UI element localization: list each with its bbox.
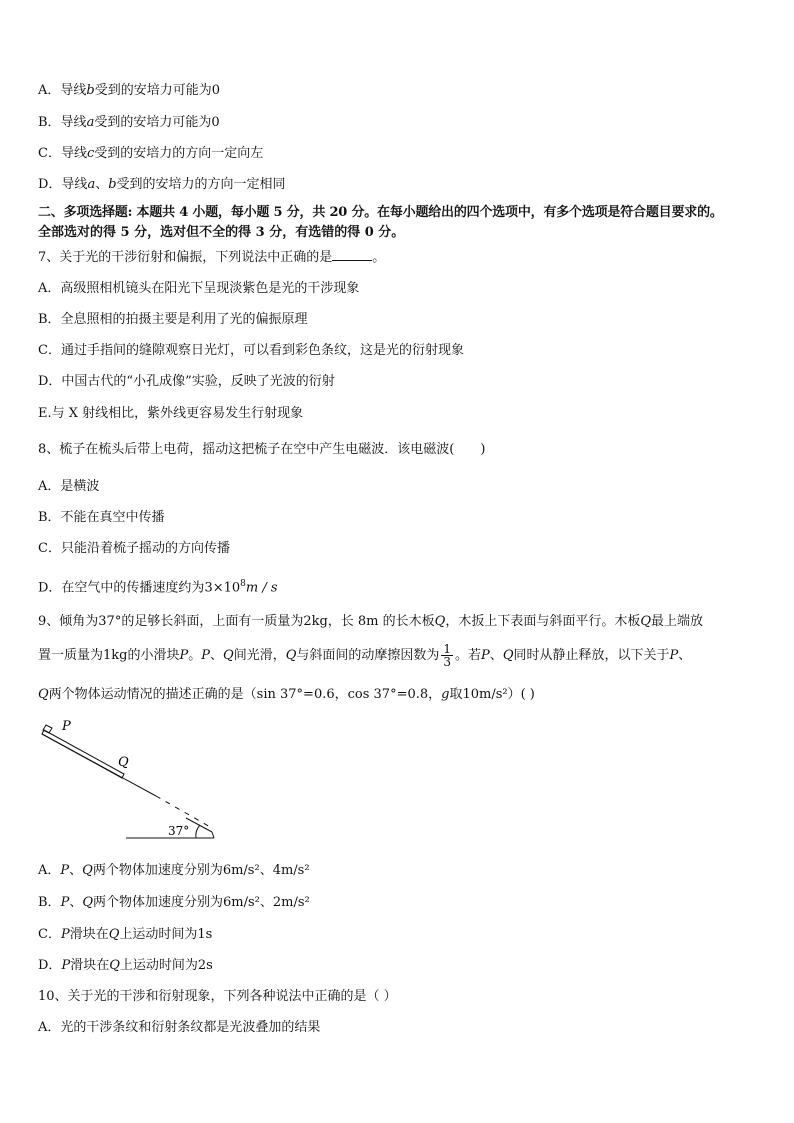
- stem-text: 同时从静止释放，以下关于: [513, 648, 670, 663]
- variable: g: [441, 687, 450, 702]
- q7-option-a: A．高级照相机镜头在阳光下呈现淡紫色是光的干涉现象: [38, 281, 360, 296]
- variable: P: [669, 648, 679, 663]
- variable: Q: [109, 958, 120, 973]
- variable: Q: [502, 648, 514, 663]
- stem-text: 。: [188, 648, 202, 663]
- variable: b: [108, 177, 117, 192]
- q6-option-c: [38, 145, 263, 163]
- q9-stem-line2: [38, 642, 691, 670]
- option-text: A．导线: [38, 83, 87, 98]
- option-text: 受到的安培力可能为0: [94, 83, 220, 98]
- stem-text: 间光滑，: [233, 648, 286, 663]
- separator: 、: [69, 863, 83, 878]
- option-text: D．导线: [38, 177, 88, 192]
- q9-stem-line1: [38, 613, 703, 631]
- stem-text: 9、倾角为37°的足够长斜面，上面有一质量为2kg，长 8m 的长木板: [38, 614, 435, 629]
- variable: Q: [640, 614, 652, 629]
- q8-option-b: B．不能在真空中传播: [38, 510, 165, 525]
- option-text: 滑块在: [70, 958, 110, 973]
- label-q: Q: [118, 755, 129, 770]
- option-text: 两个物体加速度分别为6m/s²、2m/s²: [93, 895, 310, 910]
- stem-text: 两个物体运动情况的描述正确的是（sin 37°=0.6，cos 37°=0.8，: [48, 687, 442, 702]
- q7-option-c: C．通过手指间的缝隙观察日光灯，可以看到彩色条纹，这是光的衍射现象: [38, 343, 464, 358]
- q8-option-d: [38, 575, 278, 597]
- exponent: 8: [240, 579, 246, 589]
- option-text: 两个物体加速度分别为6m/s²、4m/s²: [92, 863, 310, 878]
- q9-option-d: [38, 957, 213, 975]
- board-q: [42, 730, 124, 778]
- variable: P: [60, 927, 70, 942]
- option-text: 滑块在: [69, 927, 109, 942]
- option-text: D．在空气中的传播速度约为: [38, 580, 205, 596]
- variable: c: [86, 146, 95, 161]
- variable: P: [201, 648, 210, 663]
- variable: Q: [38, 687, 49, 702]
- option-text: 受到的安培力的方向一定相同: [116, 177, 286, 192]
- option-text: D．: [38, 958, 62, 973]
- q8-option-c: C．只能沿着梳子摇动的方向传播: [38, 541, 230, 556]
- stem-text: ，木扳上下表面与斜面平行。木板: [445, 614, 641, 629]
- option-text: C．导线: [38, 146, 87, 161]
- stem-text: 7、关于光的干涉衍射和偏振，下列说法中正确的是: [38, 250, 333, 265]
- option-text: B．: [38, 895, 61, 910]
- variable: P: [61, 958, 71, 973]
- q7-option-e: E.与 X 射线相比，紫外线更容易发生行射现象: [38, 406, 304, 421]
- variable: a: [87, 177, 96, 192]
- variable: Q: [434, 614, 446, 629]
- variable: P: [60, 895, 70, 910]
- label-p: P: [62, 719, 71, 734]
- section-heading-line2: 全部选对的得 5 分，选对但不全的得 3 分，有选错的得 0 分。: [38, 225, 405, 240]
- fraction-numerator: 1: [443, 642, 452, 656]
- stem-text: 最上端放: [651, 614, 704, 629]
- stem-text: 。若: [455, 648, 482, 663]
- variable: Q: [82, 863, 93, 878]
- value: 3×10: [204, 580, 241, 596]
- q8-option-a: A．是横波: [38, 479, 100, 494]
- q10-stem: 10、关于光的干涉和衍射现象，下列各种说法中正确的是（ ）: [38, 989, 397, 1004]
- q7-option-b: B．全息照相的拍摄主要是利用了光的偏振原理: [38, 312, 308, 327]
- stem-text: 取10m/s²）( ): [449, 687, 535, 702]
- q9-stem-line3: [38, 686, 535, 704]
- fraction-denominator: 3: [443, 655, 452, 669]
- q6-option-d: [38, 176, 286, 194]
- q6-option-a: [38, 82, 220, 100]
- variable: P: [481, 648, 490, 663]
- incline-lower: [186, 818, 212, 832]
- fraction: [441, 643, 453, 668]
- unit: m / s: [245, 580, 278, 596]
- stem-text: 、: [210, 648, 224, 663]
- option-text: 受到的安培力的方向一定向左: [94, 146, 264, 161]
- q9-option-b: [38, 894, 310, 912]
- variable: Q: [285, 648, 297, 663]
- stem-text: 、: [489, 648, 503, 663]
- stem-end: 。: [372, 250, 386, 265]
- option-text: 上运动时间为2s: [119, 958, 213, 973]
- variable: P: [60, 863, 70, 878]
- angle-arc: [196, 825, 200, 838]
- variable: P: [179, 648, 189, 663]
- variable: b: [86, 83, 95, 98]
- answer-blank: [332, 248, 372, 261]
- q6-option-b: [38, 114, 220, 132]
- separator: 、: [95, 177, 109, 192]
- stem-text: 、: [678, 648, 692, 663]
- incline-foot: [212, 832, 214, 838]
- option-text: 受到的安培力可能为0: [94, 115, 220, 130]
- variable: Q: [108, 927, 120, 942]
- stem-text: 置一质量为1kg的小滑块: [38, 648, 180, 663]
- incline-figure: [36, 718, 226, 848]
- q9-option-c: [38, 926, 212, 944]
- label-angle: 37°: [168, 824, 190, 838]
- q7-option-d: D．中国古代的“小孔成像”实验，反映了光波的衍射: [38, 374, 335, 389]
- variable: Q: [223, 648, 234, 663]
- option-text: C．: [38, 927, 61, 942]
- section-heading-line1: 二、多项选择题: 本题共 4 小题，每小题 5 分，共 20 分。在每小题给出的四个选项中，有多个选项是符合题目要求的。: [38, 205, 723, 220]
- stem-text: 与斜面间的动摩擦因数为: [296, 648, 440, 663]
- variable: a: [86, 115, 95, 130]
- option-text: A．: [38, 863, 61, 878]
- q10-option-a: A．光的干涉条纹和衍射条纹都是光波叠加的结果: [38, 1020, 321, 1035]
- option-text: 上运动时间为1s: [119, 927, 213, 942]
- option-text: B．导线: [38, 115, 87, 130]
- block-p: [43, 725, 52, 733]
- q9-option-a: [38, 862, 310, 880]
- separator: 、: [69, 895, 83, 910]
- q7-stem: [38, 248, 385, 267]
- variable: Q: [82, 895, 93, 910]
- q8-stem: 8、梳子在梳头后带上电荷，摇动这把梳子在空中产生电磁波．该电磁波( ): [38, 442, 486, 457]
